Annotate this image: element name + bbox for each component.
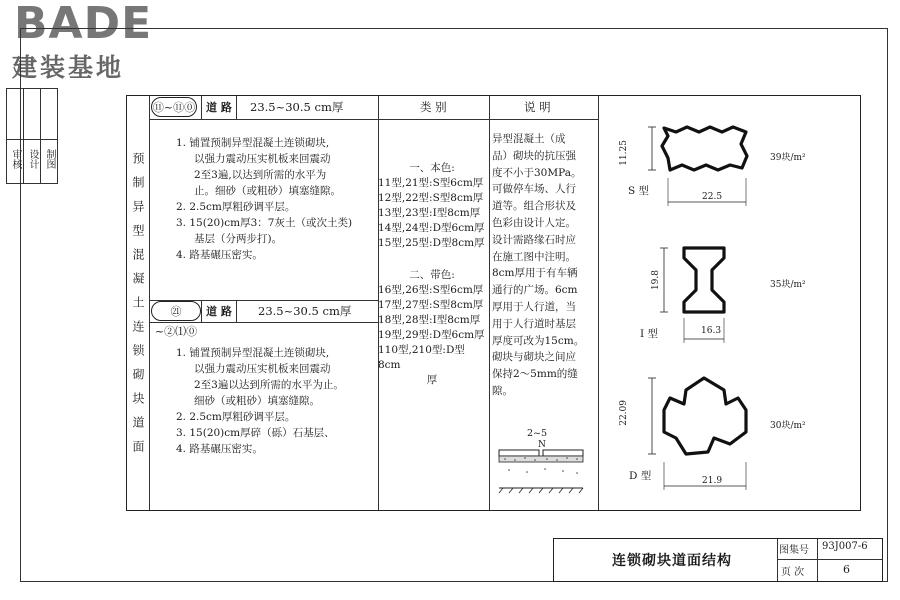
category-item: 12型,22型:S型8cm厚: [378, 192, 484, 204]
i-block-density: 35块/m²: [770, 280, 806, 290]
atlas-number: 93J007-6: [822, 541, 868, 552]
explanation-line: 砌块与砌块之间应: [492, 351, 576, 364]
step-line: 2. 2.5cm厚粗砂调平层。: [176, 201, 296, 213]
joint-detail-sketch: [497, 448, 587, 498]
category-group-title: 二、带色:: [409, 269, 455, 281]
explanation-line: 道等。组合形状及: [492, 200, 576, 213]
step-line: 3. 15(20)cm厚3：7灰土（或次土类): [176, 217, 353, 229]
step-line: 1. 铺置预制异型混凝土连锁砌块,: [176, 137, 330, 149]
gap-marker: N: [538, 440, 546, 450]
brand-logo-latin: BADE: [14, 0, 153, 49]
d-block-height: 22.09: [619, 400, 629, 426]
explanation-line: 在施工图中注明。: [492, 250, 576, 263]
step-line: 2至3遍以达到所需的水平为止。: [194, 379, 344, 391]
explanation-text: [492, 131, 598, 400]
category-item: 110型,210型:D型8cm: [378, 344, 465, 371]
page-label: 页 次: [781, 567, 805, 578]
step-line: 止。细砂（或粗砂）填塞缝隙。: [194, 185, 341, 197]
i-block-name: I 型: [640, 328, 658, 340]
sig-role-2: 设计: [27, 149, 38, 169]
road-label-1: 道 路: [206, 101, 232, 114]
atlas-label: 图集号: [779, 545, 809, 556]
d-block-density: 30块/m²: [770, 421, 806, 431]
step-line: 2. 2.5cm厚粗砂调平层。: [176, 411, 296, 423]
explanation-line: 异型混凝土（成: [492, 133, 566, 145]
section2-steps: [176, 345, 344, 457]
brand-logo-cjk: 建装基地: [12, 53, 125, 82]
explanation-line: 8cm厚用于有车辆: [492, 267, 578, 280]
category-item: 厚: [426, 374, 438, 386]
category-item: 17型,27型:S型8cm厚: [378, 299, 484, 311]
explanation-line: 色彩由设计人定。: [492, 216, 576, 229]
explanation-header: 说 明: [524, 100, 551, 114]
explanation-line: 厚度可改为15cm。: [492, 334, 585, 347]
step-line: 以强力震动压实机板来回震动: [194, 363, 331, 375]
explanation-line: 通行的广场。6cm: [492, 284, 578, 297]
explanation-line: 度不小于30MPa。: [492, 166, 582, 179]
road-label-2: 道 路: [206, 305, 232, 318]
thickness-2: 23.5~30.5 cm厚: [258, 304, 352, 318]
thickness-1: 23.5~30.5 cm厚: [250, 100, 344, 114]
category-item: 18型,28型:I型8cm厚: [378, 314, 481, 326]
category-header: 类 别: [420, 100, 447, 114]
step-line: 2至3遍,以达到所需的水平为: [194, 169, 327, 181]
section1-steps: [176, 135, 352, 263]
category-item: 19型,29型:D型6cm厚: [378, 329, 485, 341]
d-block-name: D 型: [629, 470, 652, 482]
explanation-line: 保持2～5mm的缝: [492, 368, 578, 381]
side-title: 预制异型混凝土连锁砌块道面: [131, 152, 145, 464]
step-line: 4. 路基碾压密实。: [176, 249, 263, 261]
i-block-height: 19.8: [651, 270, 661, 291]
category-list: [378, 161, 486, 388]
category-item: 13型,23型:I型8cm厚: [378, 207, 481, 219]
category-item: 16型,26型:S型6cm厚: [378, 284, 484, 296]
category-item: 14型,24型:D型6cm厚: [378, 222, 485, 234]
drawing-title: 连锁砌块道面结构: [612, 553, 732, 569]
explanation-line: 设计需路缘石时应: [492, 233, 576, 246]
s-block-width: 22.5: [702, 192, 723, 202]
s-block-height: 11.25: [619, 140, 629, 166]
explanation-line: 可做停车场、人行: [492, 183, 576, 196]
i-block-width: 16.3: [701, 326, 722, 336]
step-line: 细砂（或粗砂）填塞缝隙。: [194, 395, 320, 407]
signature-block: [6, 88, 58, 184]
d-block-width: 21.9: [702, 476, 723, 486]
category-item: 11型,21型:S型6cm厚: [378, 177, 484, 189]
range-badge-1: ⑪~⑪⓪: [151, 97, 197, 117]
explanation-line: 隙。: [492, 384, 513, 397]
step-line: 以强力震动压实机板来回震动: [194, 153, 331, 165]
range-badge-2: ㉑~②⑴⓪: [151, 301, 201, 321]
step-line: 4. 路基碾压密实。: [176, 443, 263, 455]
s-block-name: S 型: [628, 185, 650, 197]
sig-role-1: 审核: [10, 149, 21, 169]
step-line: 基层（分两步打)。: [194, 233, 283, 245]
explanation-line: 品）砌块的抗压强: [492, 149, 576, 162]
explanation-line: 厚用于人行道，当: [492, 300, 576, 313]
sig-role-3: 制图: [44, 149, 55, 169]
gap-dimension: 2~5: [527, 428, 548, 439]
category-item: 15型,25型:D型8cm厚: [378, 237, 485, 249]
category-group-title: 一、本色:: [409, 162, 455, 174]
i-block-drawing: [612, 240, 772, 350]
step-line: 1. 铺置预制异型混凝土连锁砌块,: [176, 347, 330, 359]
explanation-line: 用于人行道时基层: [492, 317, 576, 330]
step-line: 3. 15(20)cm厚碎（砾）石基层、: [176, 427, 335, 439]
s-block-density: 39块/m²: [770, 153, 806, 163]
page-number: 6: [843, 563, 850, 576]
